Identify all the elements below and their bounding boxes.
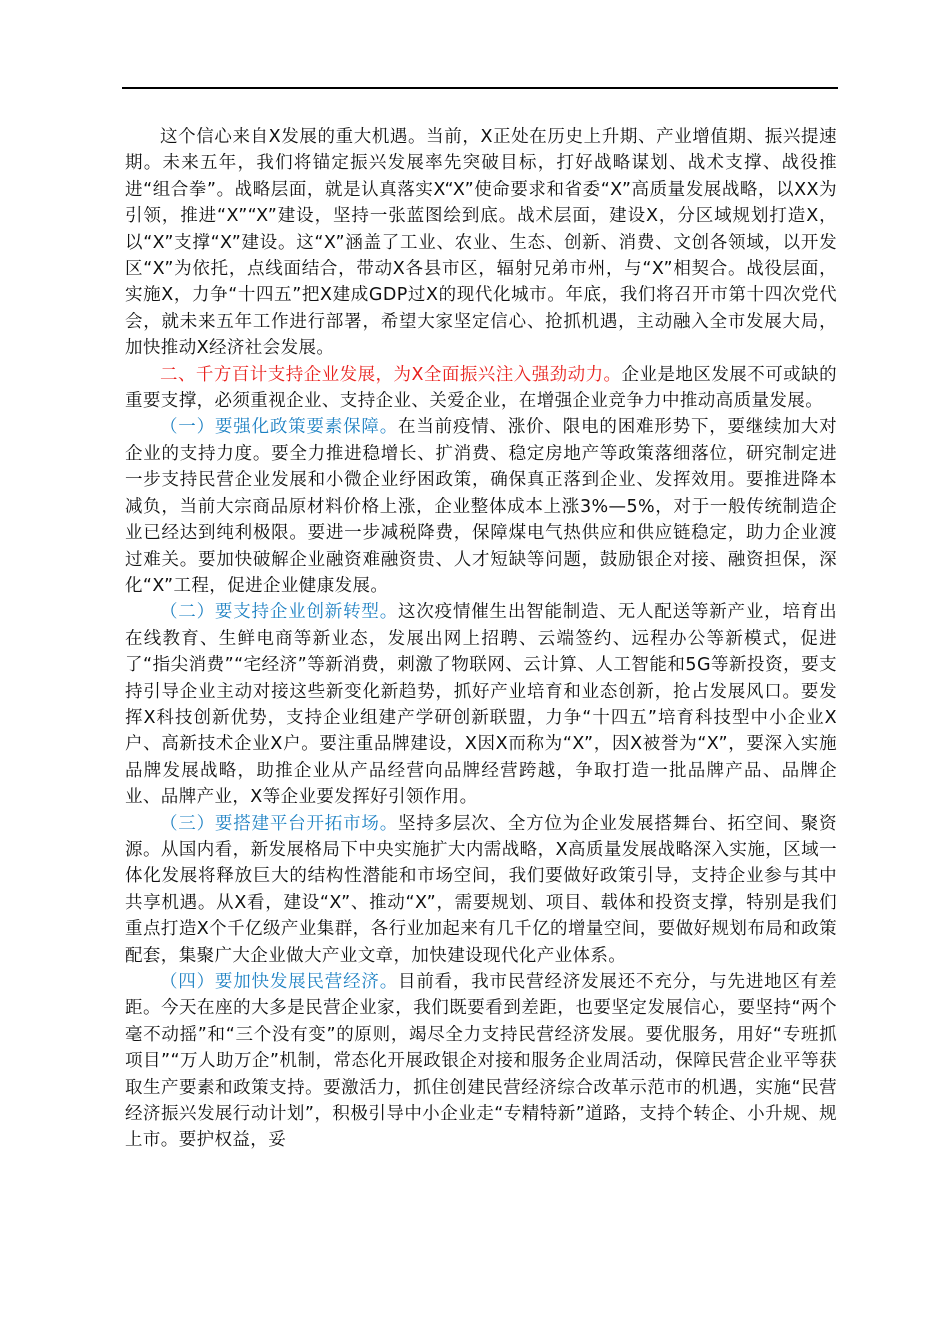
paragraph-4 bbox=[125, 599, 837, 810]
paragraph-6 bbox=[125, 969, 837, 1154]
paragraph-3 bbox=[125, 414, 837, 599]
section-heading: 二、千方百计支持企业发展，为X全面振兴注入强劲动力。 bbox=[160, 364, 622, 385]
subsection-heading: （四）要加快发展民营经济。 bbox=[160, 972, 399, 992]
document-body bbox=[125, 124, 837, 1154]
paragraph-text: 企业是地区发展不可或缺的重要支撑，必须重视企业、支持企业、关爱企业，在增强企业竞争力中推动高质量发展。 bbox=[125, 364, 837, 412]
paragraph-2 bbox=[125, 362, 837, 415]
paragraph-1 bbox=[125, 124, 837, 362]
subsection-heading: （一）要强化政策要素保障。 bbox=[160, 417, 399, 438]
subsection-heading: （三）要搭建平台开拓市场。 bbox=[160, 813, 399, 834]
paragraph-text: 目前看，我市民营经济发展还不充分，与先进地区有差距。今天在座的大多是民营企业家，我们既要看到差距，也要坚定发展信心，要坚持“两个毫不动摇”和“三个没有变”的原则，竭尽全力支持民营经济发展。要优服务，用好“专班抓项目”“万人助万企”机制，常态化开展政银企对接和服务企业周活动，保障民营企业平等获取生产要素和政策支持。要激活力，抓住创建民营经济综合改革示范市的机遇，实施“民营经济振兴发展行动计划”，积极引导中小企业走“专精特新”道路，支持个转企、小升规、规上市。要护权益，妥 bbox=[125, 972, 837, 1151]
subsection-heading: （二）要支持企业创新转型。 bbox=[160, 602, 399, 623]
paragraph-text: 坚持多层次、全方位为企业发展搭舞台、拓空间、聚资源。从国内看，新发展格局下中央实施扩大内需战略，X高质量发展战略深入实施，区域一体化发展将释放巨大的结构性潜能和市场空间，我们要做好政策引导，支持企业参与其中共享机遇。从X看，建设“X”、推动“X”，需要规划、项目、载体和投资支撑，特别是我们重点打造X个千亿级产业集群，各行业加起来有几千亿的增量空间，要做好规划布局和政策配套，集聚广大企业做大产业文章，加快建设现代化产业体系。 bbox=[125, 813, 837, 966]
header-rule bbox=[122, 87, 838, 89]
paragraph-text: 这个信心来自X发展的重大机遇。当前，X正处在历史上升期、产业增值期、振兴提速期。未来五年，我们将锚定振兴发展率先突破目标，打好战略谋划、战术支撑、战役推进“组合拳”。战略层面，就是认真落实X“X”使命要求和省委“X”高质量发展战略，以XX为引领，推进“X”“X”建设，坚持一张蓝图绘到底。战术层面，建设X，分区域规划打造X，以“X”支撑“X”建设。这“X”涵盖了工业、农业、生态、创新、消费、文创各领域，以开发区“X”为依托，点线面结合，带动X各县市区，辐射兄弟市州，与“X”相契合。战役层面，实施X，力争“十四五”把X建成GDP过X的现代化城市。年底，我们将召开市第十四次党代会，就未来五年工作进行部署，希望大家坚定信心、抢抓机遇，主动融入全市发展大局，加快推动X经济社会发展。 bbox=[125, 127, 837, 359]
paragraph-text: 这次疫情催生出智能制造、无人配送等新产业，培育出在线教育、生鲜电商等新业态，发展出网上招聘、云端签约、远程办公等新模式，促进了“指尖消费”“宅经济”等新消费，刺激了物联网、云计算、人工智能和5G等新投资，要支持引导企业主动对接这些新变化新趋势，抓好产业培育和业态创新，抢占发展风口。要发挥X科技创新优势，支持企业组建产学研创新联盟，力争“十四五”培育科技型中小企业X户、高新技术企业X户。要注重品牌建设，X因X而称为“X”，因X被誉为“X”，要深入实施品牌发展战略，助推企业从产品经营向品牌经营跨越，争取打造一批品牌产品、品牌企业、品牌产业，X等企业要发挥好引领作用。 bbox=[125, 602, 837, 808]
paragraph-5 bbox=[125, 811, 837, 969]
paragraph-text: 在当前疫情、涨价、限电的困难形势下，要继续加大对企业的支持力度。要全力推进稳增长、扩消费、稳定房地产等政策落细落位，研究制定进一步支持民营企业发展和小微企业纾困政策，确保真正落到企业、发挥效用。要推进降本减负，当前大宗商品原材料价格上涨，企业整体成本上涨3%—5%，对于一般传统制造企业已经达到纯利极限。要进一步减税降费，保障煤电气热供应和供应链稳定，助力企业渡过难关。要加快破解企业融资难融资贵、人才短缺等问题，鼓励银企对接、融资担保，深化“X”工程，促进企业健康发展。 bbox=[125, 417, 837, 596]
